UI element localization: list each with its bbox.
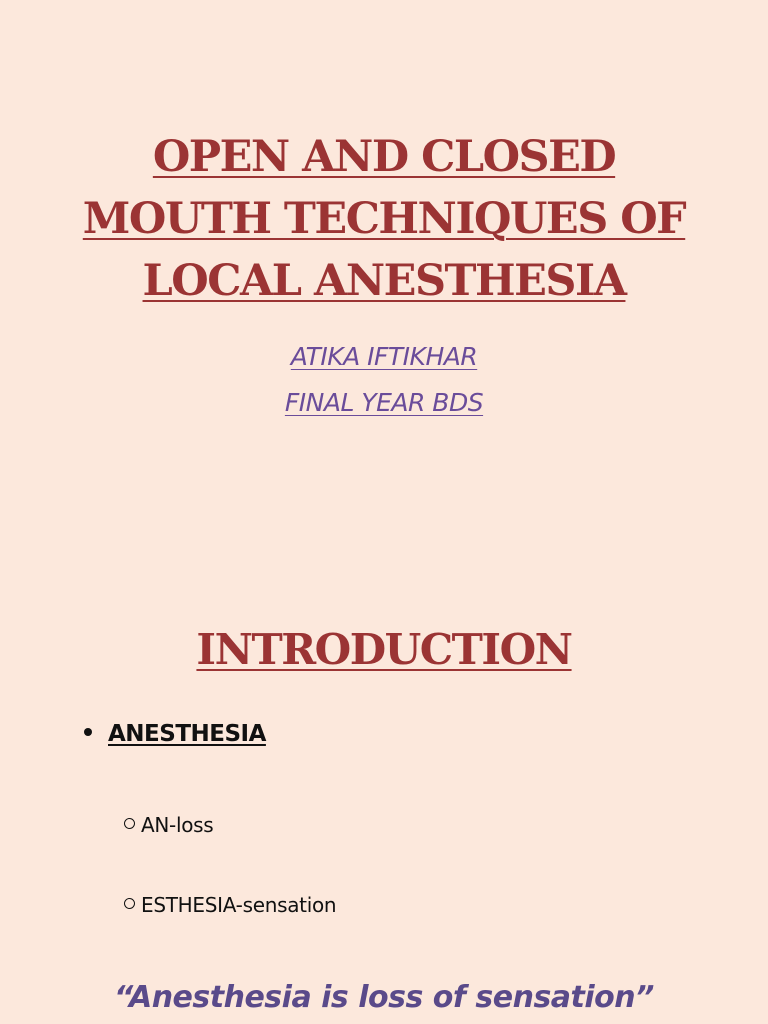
author-name: ATIKA IFTIKHAR <box>290 342 478 371</box>
definition-quote: “Anesthesia is loss of sensation” <box>114 980 654 1015</box>
bullet-dot-icon <box>84 728 92 736</box>
course-name: FINAL YEAR BDS <box>284 388 484 417</box>
slide-title-line-1: OPEN AND CLOSED <box>152 132 616 182</box>
slide-title-line-2: MOUTH TECHNIQUES OF <box>82 194 686 244</box>
slide-subtitle <box>0 334 768 426</box>
sub-bullet-label: AN-loss <box>141 813 214 837</box>
sub-bullet-item-2 <box>124 890 336 920</box>
sub-bullet-item-1 <box>124 810 213 840</box>
sub-bullet-label: ESTHESIA-sensation <box>141 893 337 917</box>
circle-bullet-icon <box>124 818 135 829</box>
bullet-label: ANESTHESIA <box>108 721 266 747</box>
slide-title <box>0 126 768 312</box>
circle-bullet-icon <box>124 898 135 909</box>
slide-title-line-3: LOCAL ANESTHESIA <box>142 256 626 306</box>
bullet-item-anesthesia <box>84 716 266 752</box>
intro-heading: INTRODUCTION <box>196 625 572 674</box>
